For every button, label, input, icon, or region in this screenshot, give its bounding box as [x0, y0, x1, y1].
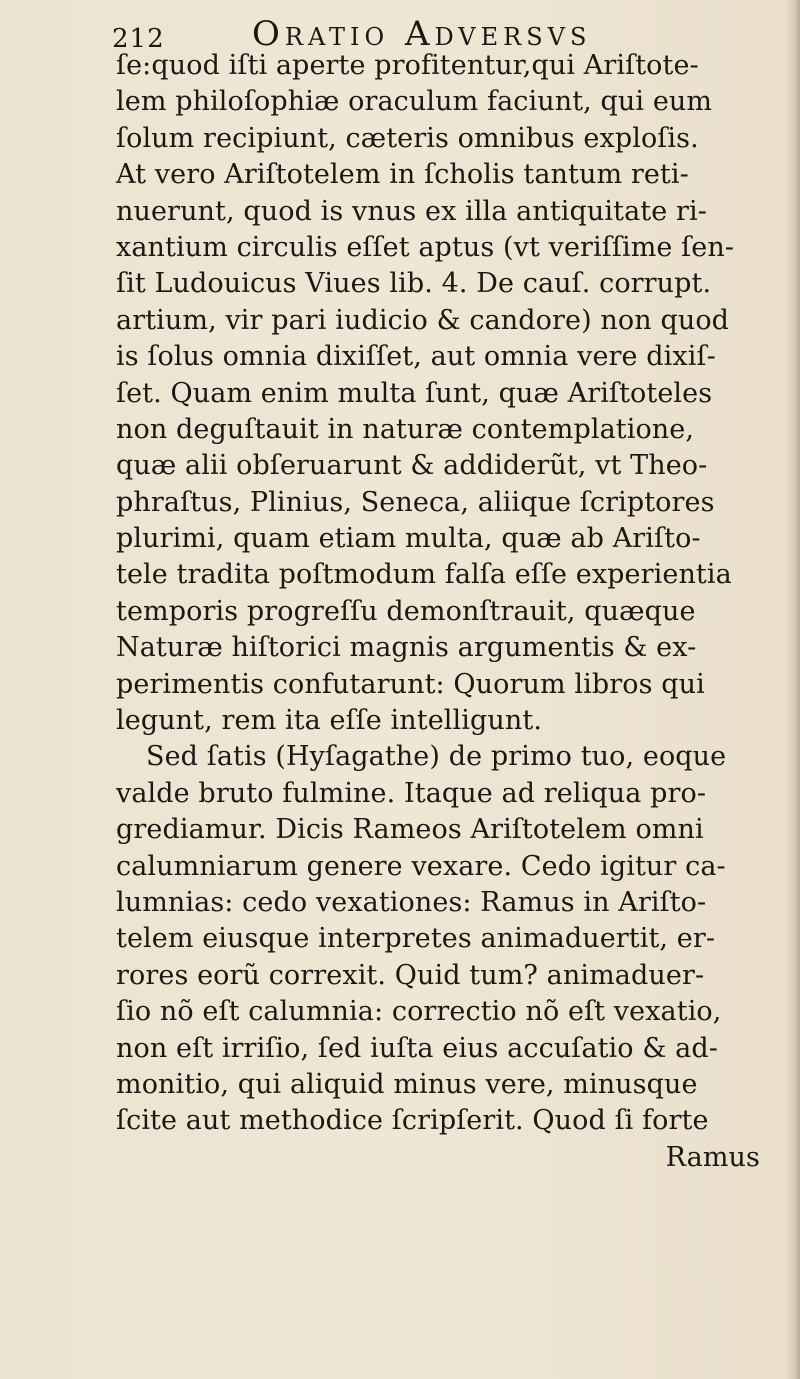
text-line: perimentis confutarunt: Quorum libros qui	[116, 668, 705, 700]
text-line: monitio, qui aliquid minus vere, minusque	[116, 1068, 698, 1100]
paragraph-start-line: Sed ſatis (Hyſagathe) de primo tuo, eoque	[146, 741, 727, 773]
text-line: ſcite aut methodice ſcripſerit. Quod ſi forte	[116, 1105, 709, 1137]
text-line: non deguſtauit in naturæ contemplatione,	[116, 413, 695, 445]
text-line: grediamur. Dicis Rameos Ariſtotelem omni	[116, 814, 704, 846]
page-number: 212	[112, 24, 165, 54]
text-line: non eſt irriſio, ſed iuſta eius accuſatio & ad-	[116, 1032, 718, 1064]
text-line: lumnias: cedo vexationes: Ramus in Ariſto-	[116, 886, 707, 918]
text-line: ſe:quod iſti aperte profitentur,qui Ariſtote-	[116, 50, 699, 81]
text-line: At vero Ariſtotelem in ſcholis tantum reti-	[116, 159, 689, 191]
text-line: Naturæ hiſtorici magnis argumentis & ex-	[116, 632, 697, 664]
text-line: telem eiusque interpretes animaduertit, er-	[116, 923, 716, 955]
text-line: valde bruto fulmine. Itaque ad reliqua pro-	[116, 777, 707, 809]
text-line: ſit Ludouicus Viues lib. 4. De cauſ. corrupt.	[116, 268, 712, 300]
text-line: legunt, rem ita eſſe intelligunt.	[116, 705, 543, 737]
text-line: rores eorũ correxit. Quid tum? animaduer-	[116, 959, 705, 991]
text-line: is ſolus omnia dixiſſet, aut omnia vere dixiſ-	[116, 341, 716, 373]
text-line: artium, vir pari iudicio & candore) non quod	[116, 304, 730, 336]
text-line: calumniarum genere vexare. Cedo igitur ca-	[116, 850, 726, 882]
text-line: tele tradita poſtmodum falſa eſſe experientia	[116, 559, 732, 591]
text-line: lem philoſophiæ oraculum faciunt, qui eum	[116, 86, 713, 118]
catchword: Ramus	[665, 1141, 760, 1173]
text-line: ſolum recipiunt, cæteris omnibus exploſis.	[116, 122, 699, 154]
running-head: Oratio Adversvs	[252, 14, 592, 54]
text-line: ſio nõ eſt calumnia: correctio nõ eſt vexatio,	[116, 996, 722, 1028]
text-line: plurimi, quam etiam multa, quæ ab Ariſto-	[116, 523, 701, 555]
text-line: xantium circulis eſſet aptus (vt veriſſime ſen-	[116, 231, 735, 263]
text-line: phraſtus, Plinius, Seneca, aliique ſcriptores	[116, 486, 715, 518]
text-line: temporis progreſſu demonſtrauit, quæque	[116, 595, 696, 627]
text-line: ſet. Quam enim multa ſunt, quæ Ariſtoteles	[116, 377, 713, 409]
text-line: nuerunt, quod is vnus ex illa antiquitate ri-	[116, 195, 707, 227]
body-text	[116, 48, 796, 1176]
text-line: quæ alii obſeruarunt & addiderũt, vt Theo-	[116, 450, 708, 482]
